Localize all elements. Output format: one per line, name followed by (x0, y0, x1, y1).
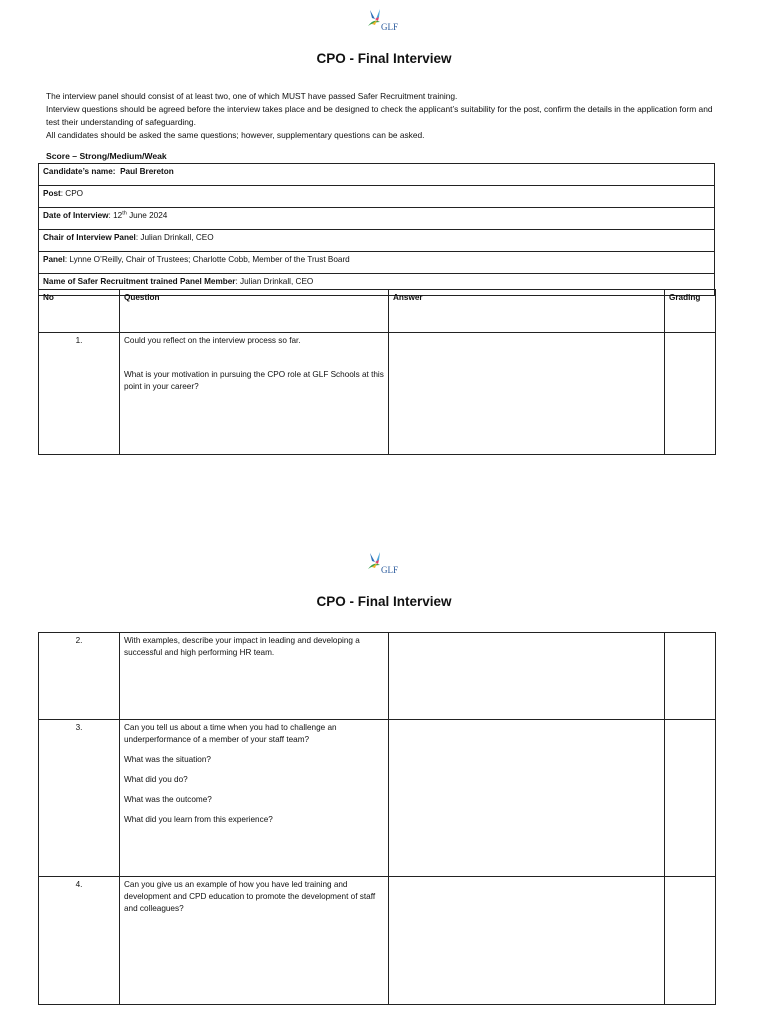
page-title: CPO - Final Interview (316, 51, 452, 66)
grading-cell[interactable] (665, 333, 716, 455)
candidate-label: Candidate’s name: (43, 167, 116, 176)
glf-logo (366, 551, 410, 581)
info-row-panel (39, 252, 715, 274)
candidate-value: Paul Brereton (120, 167, 174, 176)
question-row (39, 877, 716, 1005)
question-row (39, 333, 716, 455)
question-row (39, 633, 716, 720)
info-row-candidate (39, 164, 715, 186)
grading-cell[interactable] (665, 720, 716, 877)
header-no: No (39, 290, 120, 333)
candidate-info-table (38, 163, 715, 296)
question-table-page2 (38, 632, 716, 1005)
question-line: With examples, describe your impact in leading and developing a successful and high performing HR team. (124, 636, 360, 657)
question-text (120, 333, 389, 455)
info-row-date (39, 208, 715, 230)
header-answer: Answer (389, 290, 665, 333)
question-line: What did you do? (124, 775, 188, 784)
date-rest: June 2024 (126, 211, 168, 220)
answer-cell[interactable] (389, 877, 665, 1005)
answer-cell[interactable] (389, 720, 665, 877)
glf-logo (366, 8, 410, 38)
question-line: What is your motivation in pursuing the CPO role at GLF Schools at this point in your career? (124, 370, 384, 391)
intro-line: All candidates should be asked the same questions; however, supplementary questions can be asked. (46, 130, 425, 140)
header-grading: Grading (665, 290, 716, 333)
panel-label: Panel (43, 255, 65, 264)
question-row (39, 720, 716, 877)
safer-label: Name of Safer Recruitment trained Panel Member (43, 277, 236, 286)
post-label: Post (43, 189, 61, 198)
question-line: What was the outcome? (124, 795, 212, 804)
question-line: Could you reflect on the interview process so far. (124, 336, 301, 345)
answer-cell[interactable] (389, 633, 665, 720)
question-text (120, 877, 389, 1005)
question-line: What did you learn from this experience? (124, 815, 273, 824)
question-text (120, 633, 389, 720)
question-number: 3. (39, 720, 120, 877)
safer-value: : Julian Drinkall, CEO (235, 277, 314, 286)
question-line: What was the situation? (124, 755, 211, 764)
question-number: 4. (39, 877, 120, 1005)
header-question: Question (120, 290, 389, 333)
chair-label: Chair of Interview Panel (43, 233, 136, 242)
question-text (120, 720, 389, 877)
question-number: 1. (39, 333, 120, 455)
post-value: : CPO (60, 189, 84, 198)
intro-text (46, 90, 726, 142)
date-label: Date of Interview (43, 211, 109, 220)
date-sup: th (122, 210, 127, 217)
info-row-chair (39, 230, 715, 252)
question-line: Can you tell us about a time when you had to challenge an underperformance of a member of your staff team? (124, 723, 337, 744)
info-row-post (39, 186, 715, 208)
logo-text: GLF (381, 22, 399, 32)
panel-value: : Lynne O’Reilly, Chair of Trustees; Charlotte Cobb, Member of the Trust Board (64, 255, 350, 264)
question-line: Can you give us an example of how you have led training and development and CPD education to promote the development of staff and colleagues? (124, 880, 376, 913)
intro-line: The interview panel should consist of at least two, one of which MUST have passed Safer Recruitment training. (46, 91, 458, 101)
logo-text: GLF (381, 565, 399, 575)
grading-cell[interactable] (665, 633, 716, 720)
header-row (39, 290, 716, 333)
answer-cell[interactable] (389, 333, 665, 455)
score-label: Score – Strong/Medium/Weak (46, 151, 167, 161)
question-table-page1 (38, 289, 716, 455)
grading-cell[interactable] (665, 877, 716, 1005)
page-title: CPO - Final Interview (316, 594, 452, 609)
date-day: : 12 (108, 211, 123, 220)
question-number: 2. (39, 633, 120, 720)
chair-value: : Julian Drinkall, CEO (135, 233, 214, 242)
intro-line: Interview questions should be agreed before the interview takes place and be designed to check the applicant’s suitability for the post, confirm the details in the application form and test their understanding of safeguarding. (46, 104, 713, 127)
